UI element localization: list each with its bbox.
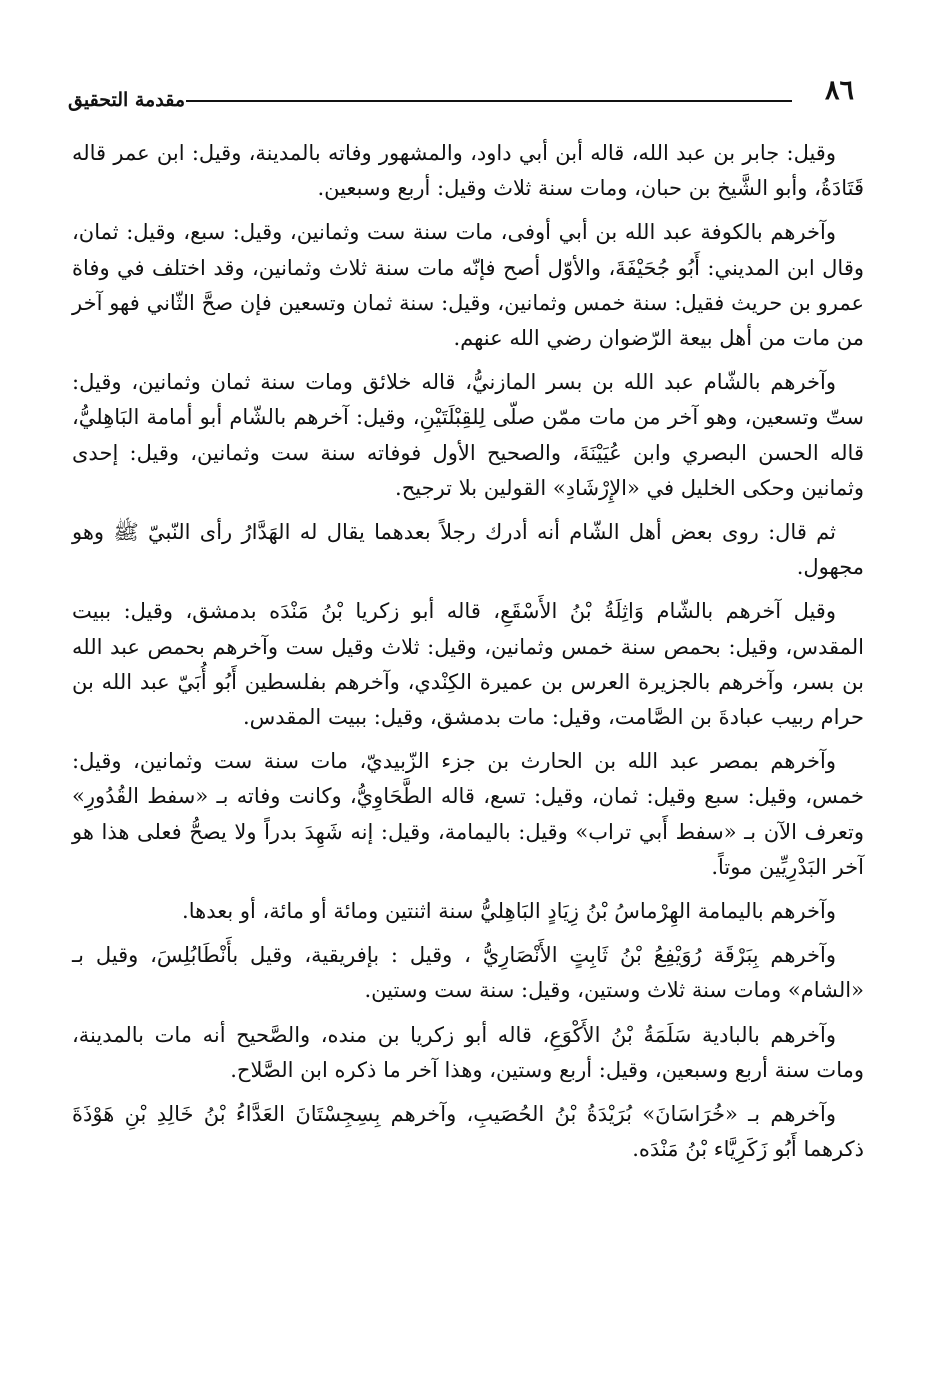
page-header <box>68 76 854 116</box>
paragraph-5: وقيل آخرهم بالشّام وَاثِلَةُ بْنُ الأَسْقَعِ، قاله أبو زكريا بْنُ مَنْدَه بدمشق، وقيل: ببيت المقدس، وقيل: بحمص سنة خمس وثمانين، وقيل: ثلاث وقيل ست وآخرهم بحمص عبد الله بن بسر، وآخرهم بالجزيرة العرس بن عميرة الكِنْدي، وآخرهم بفلسطين أَبُو أُبَيّ عبد الله بن حرام ربيب عبادةَ بن الصَّامت، وقيل: مات بدمشق، وقيل: ببيت المقدس. <box>72 599 864 730</box>
paragraph-3: وآخرهم بالشّام عبد الله بن بسر المازنيُّ، قاله خلائق ومات سنة ثمان وثمانين، وقيل: ستّ وتسعين، وهو آخر من مات ممّن صلّى لِلقِبْلَتَيْنِ، وقيل: آخرهم بالشّام أبو أمامة البَاهِليُّ، قاله الحسن البصري وابن عُيَيْنَةَ، والصحيح الأول فوفاته سنة ست وثمانين، وقيل: إحدى وثمانين وحكى الخليل في «الإِرْشَادِ» القولين بلا ترجيح. <box>72 370 864 500</box>
header-rule <box>186 100 792 102</box>
paragraph-9: وآخرهم بالبادية سَلَمَةُ بْنُ الأَكْوَعِ، قاله أبو زكريا بن منده، والصَّحيح أنه مات بالمدينة، ومات سنة أربع وسبعين، وقيل: أربع وستين، وهذا آخر ما ذكره ابن الصَّلاح. <box>72 1022 864 1082</box>
paragraph-1: وقيل: جابر بن عبد الله، قاله أبن أبي داود، والمشهور وفاته بالمدينة، وقيل: ابن عمر قاله قَتَادَةُ، وأبو الشَّيخ بن حبان، ومات سنة ثلاث وقيل: أربع وسبعين. <box>72 141 864 201</box>
paragraph-6: وآخرهم بمصر عبد الله بن الحارث بن جزء الزّبيديّ، مات سنة ست وثمانين، وقيل: خمس، وقيل: سبع وقيل: ثمان، وقيل: تسع، قاله الطَّحَاوِيُّ، وكانت وفاته بـ «سفط القُدُورِ» وتعرف الآن بـ «سفط أَبي تراب» وقيل: باليمامة، وقيل: إنه شَهِدَ بدراً ولا يصحُّ فعلى هذا هو آخر البَدْرِيِّين موتاً. <box>72 749 864 879</box>
paragraph-4: ثم قال: روى بعض أهل الشّام أنه أدرك رجلاً بعدهما يقال له الهَدَّارُ رأى النّبيّ ﷺ وهو مجهول. <box>72 520 864 580</box>
body-text <box>72 136 864 1176</box>
paragraph-7: وآخرهم باليمامة الهِرْماسُ بْنُ زِيَادٍ البَاهِليُّ سنة اثنتين ومائة أو مائة، أو بعدها. <box>182 899 836 924</box>
paragraph-8: وآخرهم بِبَرْقَة رُوَيْفِعُ بْنُ ثَابِتٍ الأَنْصَارِيُّ ، وقيل : بإفريقية، وقيل بأَنْطَابُلِسَ، وقيل بـ «الشام» ومات سنة ثلاث وستين، وقيل: سنة ست وستين. <box>72 943 864 1003</box>
paragraph-2: وآخرهم بالكوفة عبد الله بن أبي أوفى، مات سنة ست وثمانين، وقيل: سبع، وقيل: ثمان، وقال ابن المديني: أَبُو جُحَيْفَةَ، والأوّل أصح فإنّه مات سنة ثلاث وثمانين، وقد اختلف في وفاة عمرو بن حريث فقيل: سنة خمس وثمانين، وقيل: سنة ثمان وتسعين فإن صحَّ الثّاني فهو آخر من مات من أهل بيعة الرّضوان رضي الله عنهم. <box>72 220 864 351</box>
paragraph-10: وآخرهم بـ «خُرَاسَانَ» بُرَيْدَةُ بْنُ الحُصَيبِ، وآخرهم بِسِجِسْتَانَ العَدَّاءُ بْنُ خَالِدِ بْنِ هَوْذَةَ ذكرهما أَبُو زَكَرِيَّاء بْنُ مَنْدَه. <box>72 1102 864 1162</box>
running-title: مقدمة التحقيق <box>68 89 185 111</box>
page-number: ٨٦ <box>824 75 854 106</box>
